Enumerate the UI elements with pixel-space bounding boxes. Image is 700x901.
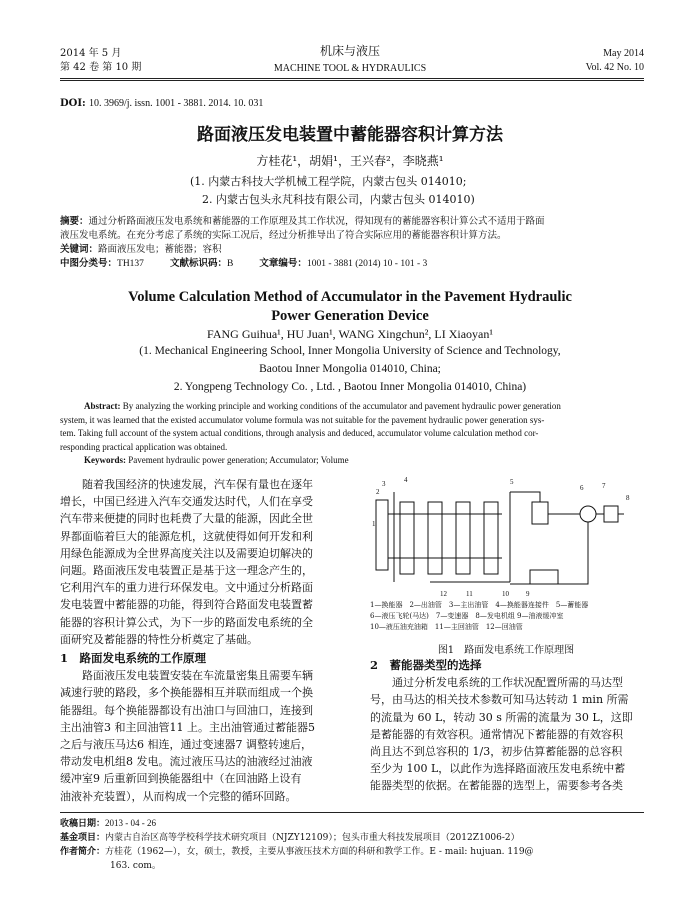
article-number-value: 1001 - 3881 (2014) 10 - 101 - 3 bbox=[306, 259, 428, 269]
figure-caption: 图1 路面发电系统工作原理图 bbox=[437, 645, 575, 656]
header-journal-cn: 机床与液压 bbox=[319, 44, 380, 58]
abstract-cn-line-1: 通过分析路面液压发电系统和蓄能器的工作原理及其工作状况，得知现有的蓄能器容积计算公式不适用于路面 bbox=[88, 216, 545, 227]
keywords-cn-label: 关键词： bbox=[60, 244, 99, 255]
abstract-cn bbox=[60, 215, 644, 271]
doi-value[interactable]: 10. 3969/j. issn. 1001 - 3881. 2014. 10. 031 bbox=[88, 98, 264, 109]
figure-label-4: 4 bbox=[404, 476, 408, 484]
section1-paragraph-line-6: 带动发电机组8 发电。流过液压马达的油液经过油液 bbox=[60, 755, 313, 769]
header-vol-no: Vol. 42 No. 10 bbox=[585, 62, 644, 73]
abstract-cn-line-2: 液压发电系统。在充分考虑了系统的实际工况后，经过分析推导出了符合实际应用的蓄能器容积计算方法。 bbox=[60, 230, 507, 241]
intro-paragraph-line-2: 增长，中国已经进入汽车交通发达时代，人们在享受 bbox=[60, 495, 313, 509]
figure-label-12: 12 bbox=[440, 590, 447, 598]
section2-paragraph-line-1: 通过分析发电系统的工作状况配置所需的马达型 bbox=[392, 676, 623, 690]
section2-paragraph-line-2: 号，由马达的相关技术参数可知马达转动 1 min 所需 bbox=[370, 693, 629, 707]
affiliation-cn-2: 2. 内蒙古包头永芃科技有限公司，内蒙古包头 014010) bbox=[202, 193, 475, 206]
abstract-cn-label: 摘要： bbox=[60, 216, 89, 227]
section1-paragraph-line-8: 油液补充装置），从而构成一个完整的循环回路。 bbox=[60, 789, 297, 803]
affiliation-cn-1: (1. 内蒙古科技大学机械工程学院，内蒙古包头 014010; bbox=[190, 175, 467, 188]
figure-label-10: 10 bbox=[502, 590, 509, 598]
clc-value: TH137 bbox=[117, 259, 144, 269]
doccode-label: 文献标识码： bbox=[170, 258, 228, 269]
title-cn: 路面液压发电装置中蓄能器容积计算方法 bbox=[197, 125, 503, 145]
intro-paragraph-line-3: 汽车带来便捷的同时也耗费了大量的能源，因此全世 bbox=[60, 512, 313, 526]
header-month-year: May 2014 bbox=[603, 48, 644, 59]
authors-cn: 方桂花¹，胡娟¹，王兴春²，李晓燕¹ bbox=[256, 154, 444, 168]
figure-label-5: 5 bbox=[510, 478, 514, 486]
intro-paragraph-line-4: 界都面临着巨大的能源危机，这就使得如何开发和利 bbox=[60, 529, 313, 543]
figure-legend-line-2: 6—液压飞轮(马达) 7—变速器 8—发电机组 9—油液缓冲室 bbox=[370, 612, 564, 620]
figure-label-7: 7 bbox=[602, 482, 606, 490]
intro-paragraph-line-6: 问题。路面液压发电装置正是基于这一理念产生的， bbox=[60, 564, 313, 578]
title-en-line-1: Volume Calculation Method of Accumulator in the Pavement Hydraulic bbox=[128, 289, 572, 305]
header-rule-second bbox=[60, 80, 644, 81]
section2-paragraph-line-7: 能器类型的依据。在蓄能器的选型上，需要参考各类 bbox=[370, 779, 623, 793]
converter-unit-2 bbox=[428, 502, 442, 574]
article-number-label: 文章编号： bbox=[259, 258, 307, 269]
author-bio-line-1[interactable]: 方桂花（1962—），女，硕士，教授，主要从事液压技术方面的科研和教学工作。E - mail: hujuan. 119@ bbox=[105, 847, 534, 857]
authors-en: FANG Guihua¹, HU Juan¹, WANG Xingchun², LI Xiaoyan¹ bbox=[207, 327, 493, 341]
author-bio-label: 作者简介： bbox=[60, 847, 106, 857]
section1-paragraph-line-7: 缓冲室9 后重新回到换能器组中（在回油路上设有 bbox=[60, 772, 302, 786]
header-volume-issue: 第 42 卷 第 10 期 bbox=[60, 62, 142, 73]
title-en-line-2: Power Generation Device bbox=[271, 308, 429, 324]
main-pipes bbox=[388, 514, 502, 558]
author-bio-line-2: 163. com。 bbox=[110, 861, 161, 871]
intro-paragraph-line-10: 面研究及蓄能器的特性分析奠定了基础。 bbox=[60, 632, 258, 646]
body-left-column bbox=[60, 476, 348, 805]
intro-paragraph bbox=[60, 476, 348, 648]
gearbox-shape bbox=[604, 506, 618, 522]
footnotes bbox=[60, 816, 644, 873]
figure-legend-line-3: 10—液压油充油箱 11—主回油管 12—回油管 bbox=[370, 623, 523, 631]
received-date: 2013 - 04 - 26 bbox=[105, 818, 157, 828]
keywords-en-label: Keywords: bbox=[84, 455, 126, 465]
abstract-en bbox=[60, 400, 644, 468]
fund-label: 基金项目： bbox=[60, 833, 106, 843]
figure-label-2: 2 bbox=[376, 488, 380, 496]
section2-paragraph-line-5: 尚且达不到总容积的 1/3，初步估算蓄能器的总容积 bbox=[370, 745, 623, 759]
doi-label: DOI: bbox=[60, 98, 86, 109]
header-journal-en: MACHINE TOOL & HYDRAULICS bbox=[273, 63, 427, 74]
intro-paragraph-line-8: 发电装置中蓄能器的功能，得到符合路面发电装置蓄 bbox=[60, 598, 313, 612]
abstract-en-line-2: system, it was learned that the existed accumulator volume formula was not suitable for the pavement hydraulic power generation sys- bbox=[60, 414, 545, 425]
system-diagram bbox=[370, 474, 642, 606]
abstract-en-line-3: tem. Taking full account of the system actual conditions, through analysis and deduced, accumulator volume calculation method cor- bbox=[60, 428, 539, 438]
intro-paragraph-line-5: 用绿色能源成为全世界高度关注以及需要迫切解决的 bbox=[60, 546, 313, 560]
figure-label-8: 8 bbox=[626, 494, 630, 502]
buffer-chamber-shape bbox=[530, 570, 558, 584]
figure-label-group bbox=[372, 476, 630, 598]
section1-paragraph-line-5: 之后与液压马达6 相连，通过变速器7 调整转速后， bbox=[60, 738, 312, 752]
section1-paragraph bbox=[60, 667, 348, 805]
body-right-column bbox=[370, 657, 644, 795]
section1-title: 1 路面发电系统的工作原理 bbox=[60, 651, 207, 666]
footnote-rule bbox=[60, 812, 644, 813]
figure-label-9: 9 bbox=[526, 590, 530, 598]
figure-legend-line-1: 1—换能器 2—出油管 3—主出油管 4—换能器连接件 5—蓄能器 bbox=[370, 601, 589, 609]
keywords-cn: 路面液压发电；蓄能器；容积 bbox=[98, 244, 222, 255]
section1-paragraph-line-2: 减速行驶的路段，多个换能器相互并联而组成一个换 bbox=[60, 686, 313, 700]
hydraulic-motor-shape bbox=[580, 506, 596, 522]
section2-title: 2 蓄能器类型的选择 bbox=[370, 658, 482, 672]
intro-paragraph-line-1: 随着我国经济的快速发展，汽车保有量也在逐年 bbox=[82, 478, 313, 491]
outlet-pipe bbox=[510, 492, 540, 502]
abstract-en-line-4: responding practical application was obtained. bbox=[60, 441, 228, 452]
accumulator-shape bbox=[532, 502, 548, 524]
received-label: 收稿日期： bbox=[60, 819, 106, 829]
converter-unit-3 bbox=[456, 502, 470, 574]
abstract-en-label: Abstract: bbox=[84, 401, 121, 411]
doccode-value: B bbox=[227, 259, 234, 269]
section1-paragraph-line-3: 能器组。每个换能器都设有出油口与回油口，连接到 bbox=[60, 703, 313, 717]
intro-paragraph-line-7: 它利用汽车的重力进行环保发电。文中通过分析路面 bbox=[60, 581, 313, 595]
converter-unit-4 bbox=[484, 502, 498, 574]
section2-paragraph-line-6: 至少为 100 L，以此作为选择路面液压发电系统中蓄 bbox=[370, 762, 626, 776]
affiliation-en-2: 2. Yongpeng Technology Co. , Ltd. , Baotou Inner Mongolia 014010, China) bbox=[173, 381, 527, 393]
section2-paragraph-line-3: 的流量为 60 L，转动 30 s 所需的流量为 30 L，这即 bbox=[370, 710, 633, 724]
system-diagram-svg bbox=[370, 474, 642, 606]
clc-label: 中图分类号： bbox=[60, 258, 118, 269]
affiliation-en-1-line-2: Baotou Inner Mongolia 014010, China; bbox=[259, 363, 441, 375]
section1-paragraph-line-4: 主出油管3 和主回油管11 上。主出油管通过蓄能器5 bbox=[60, 720, 315, 734]
section2-paragraph-line-4: 是蓄能器的有效容积。通常情况下蓄能器的有效容积 bbox=[370, 727, 623, 741]
figure-label-6: 6 bbox=[580, 484, 584, 492]
header-rule bbox=[60, 78, 644, 79]
figure-label-3: 3 bbox=[382, 480, 386, 488]
return-pipe bbox=[510, 522, 588, 584]
affiliation-en-1-line-1: (1. Mechanical Engineering School, Inner Mongolia University of Science and Technology, bbox=[139, 345, 561, 357]
figure-label-11: 11 bbox=[466, 590, 473, 598]
section1-paragraph-line-1: 路面液压发电装置安装在车流量密集且需要车辆 bbox=[82, 669, 313, 683]
figure-legend bbox=[370, 600, 642, 633]
doi-line bbox=[60, 98, 263, 109]
intro-paragraph-line-9: 能器的容积计算公式，为下一步的路面发电系统的全 bbox=[60, 615, 313, 629]
section2-paragraph bbox=[370, 674, 644, 794]
converter-unit-1 bbox=[400, 502, 414, 574]
abstract-en-line-1: By analyzing the working principle and working conditions of the accumulator and pavement hydraulic power generation bbox=[122, 401, 561, 411]
fund-text: 内蒙古自治区高等学校科学技术研究项目（NJZY12109）；包头市重大科技发展项目（2012Z1006-2） bbox=[105, 833, 520, 843]
converter-block bbox=[376, 500, 388, 570]
classification-line bbox=[60, 257, 644, 271]
figure-label-1: 1 bbox=[372, 520, 376, 528]
keywords-en: Pavement hydraulic power generation; Accumulator; Volume bbox=[128, 455, 349, 465]
manifold-lines bbox=[394, 492, 510, 582]
header-issue-date: 2014 年 5 月 bbox=[60, 48, 122, 59]
